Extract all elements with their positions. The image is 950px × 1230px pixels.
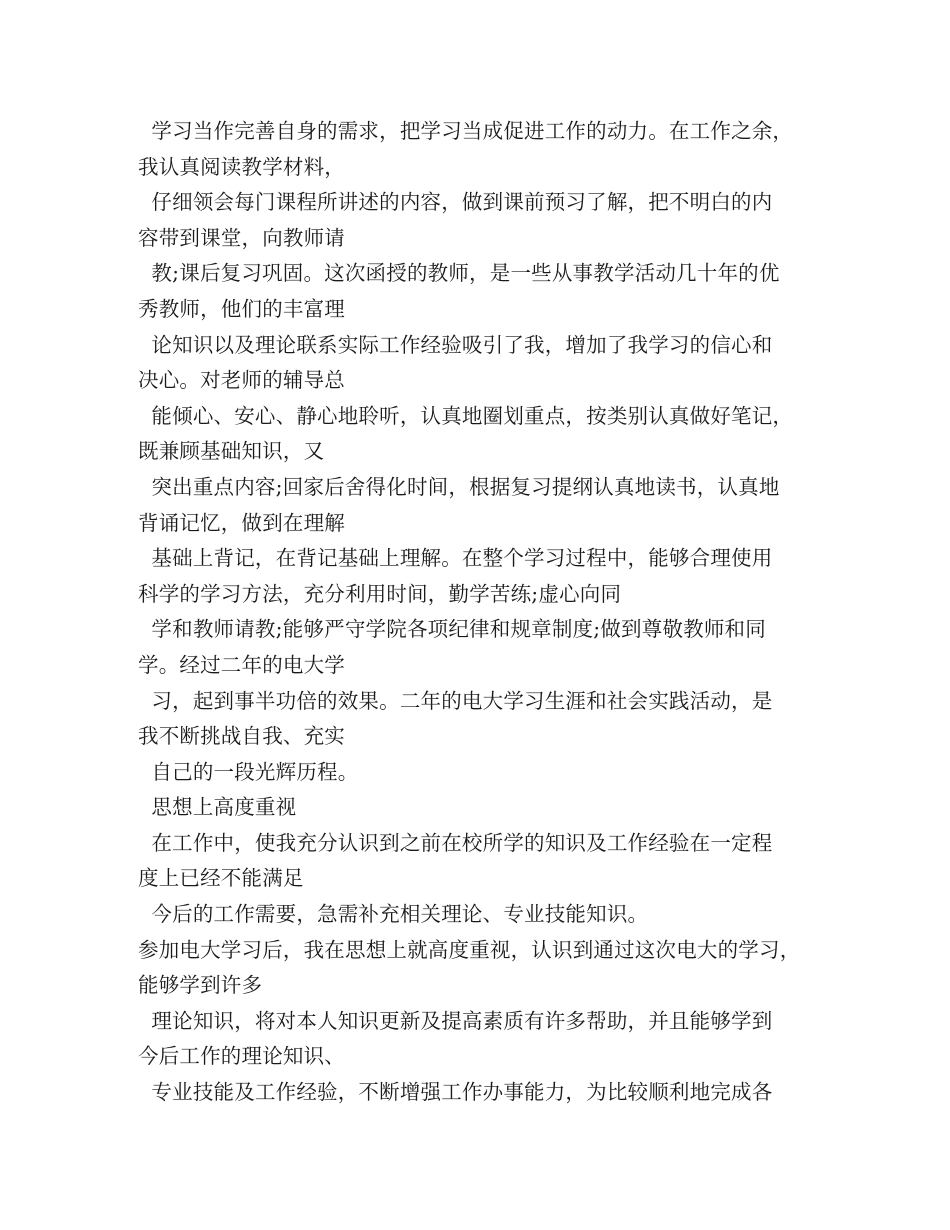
text-line: 学和教师请教;能够严守学院各项纪律和规章制度;做到尊敬教师和同: [138, 617, 766, 642]
text-line: 自己的一段光辉历程。: [138, 759, 359, 784]
text-line: 基础上背记，在背记基础上理解。在整个学习过程中，能够合理使用: [138, 546, 773, 571]
text-line: 能倾心、安心、静心地聆听，认真地圈划重点，按类别认真做好笔记，: [138, 403, 794, 428]
text-line: 秀教师，他们的丰富理: [138, 296, 345, 321]
text-line: 仔细领会每门课程所讲述的内容，做到课前预习了解，把不明白的内: [138, 190, 773, 215]
text-line: 度上已经不能满足: [138, 866, 304, 891]
text-line: 我认真阅读教学材料，: [138, 154, 345, 179]
section-heading: 思想上高度重视: [138, 795, 297, 820]
text-line: 既兼顾基础知识，又: [138, 439, 325, 464]
text-line: 我不断挑战自我、充实: [138, 724, 345, 749]
text-line: 习，起到事半功倍的效果。二年的电大学习生涯和社会实践活动，是: [138, 688, 773, 713]
text-line: 参加电大学习后，我在思想上就高度重视，认识到通过这次电大的学习，: [138, 937, 801, 962]
text-line: 教;课后复习巩固。这次函授的教师，是一些从事教学活动几十年的优: [138, 261, 780, 286]
text-line: 今后的工作需要，急需补充相关理论、专业技能知识。: [138, 902, 649, 927]
text-line: 在工作中，使我充分认识到之前在校所学的知识及工作经验在一定程: [138, 830, 773, 855]
text-line: 科学的学习方法，充分利用时间，勤学苦练;虚心向同: [138, 581, 622, 606]
text-line: 专业技能及工作经验，不断增强工作办事能力，为比较顺利地完成各: [138, 1080, 773, 1105]
text-line: 容带到课堂，向教师请: [138, 225, 345, 250]
text-line: 今后工作的理论知识、: [138, 1044, 345, 1069]
text-line: 论知识以及理论联系实际工作经验吸引了我，增加了我学习的信心和: [138, 332, 773, 357]
body-text: [138, 114, 838, 1111]
text-line: 能够学到许多: [138, 973, 263, 998]
text-line: 背诵记忆，做到在理解: [138, 510, 345, 535]
text-line: 学习当作完善自身的需求，把学习当成促进工作的动力。在工作之余，: [138, 119, 794, 143]
text-line: 理论知识，将对本人知识更新及提高素质有许多帮助，并且能够学到: [138, 1008, 773, 1033]
text-line: 突出重点内容;回家后舍得化时间，根据复习提纲认真地读书，认真地: [138, 474, 780, 499]
text-line: 决心。对老师的辅导总: [138, 368, 345, 393]
text-line: 学。经过二年的电大学: [138, 652, 345, 677]
